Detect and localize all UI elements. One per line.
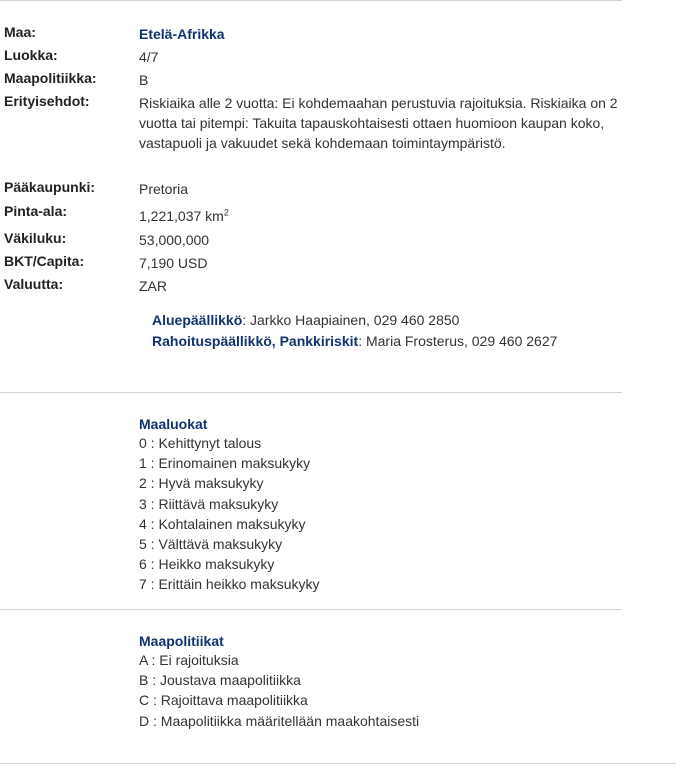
bkt-label: BKT/Capita:	[4, 253, 85, 269]
maa-label: Maa:	[4, 24, 36, 40]
maapolitiikka-item: C : Rajoittava maapolitiikka	[139, 692, 308, 709]
divider-1	[0, 392, 622, 393]
contact-aluepaallikko	[152, 312, 459, 328]
erityisehdot-label: Erityisehdot:	[4, 93, 90, 109]
bkt-value: 7,190 USD	[139, 255, 208, 271]
maaluokat-section	[139, 416, 320, 595]
luokka-value: 4/7	[139, 49, 159, 65]
divider-bottom	[0, 763, 676, 764]
maaluokat-title: Maaluokat	[139, 416, 208, 432]
maaluokka-item: 6 : Heikko maksukyky	[139, 556, 275, 573]
vakiluku-value: 53,000,000	[139, 232, 210, 248]
erityisehdot-value: Riskiaika alle 2 vuotta: Ei kohdemaahan perustuvia rajoituksia. Riskiaika on 2 vuotta tai pitempi: Takuita tapauskohtaisesti ottaen huomioon kaupan koko, vastapuoli ja vakuudet sekä kohdemaan toimintaympäristö.	[139, 95, 618, 151]
luokka-label: Luokka:	[4, 47, 58, 63]
maapolitiikat-title: Maapolitiikat	[139, 633, 224, 649]
maapolitiikka-item: B : Joustava maapolitiikka	[139, 672, 301, 689]
valuutta-label: Valuutta:	[4, 276, 64, 292]
maapolitiikka-item: D : Maapolitiikka määritellään maakohtaisesti	[139, 712, 420, 729]
rahoituspaallikko-label: Rahoituspäällikkö, Pankkiriskit	[152, 333, 359, 349]
rahoituspaallikko-value: : Maria Frosterus, 029 460 2627	[358, 333, 558, 349]
pinta-ala-value-wrap	[139, 206, 629, 226]
pinta-ala-unit-sup: 2	[223, 207, 229, 218]
maaluokka-item: 1 : Erinomainen maksukyky	[139, 455, 311, 472]
country-name: Etelä-Afrikka	[139, 26, 225, 42]
aluepaallikko-value: : Jarkko Haapiainen, 029 460 2850	[242, 312, 460, 328]
aluepaallikko-label: Aluepäällikkö	[152, 312, 243, 328]
pinta-ala-label: Pinta-ala:	[4, 203, 68, 219]
maapolitiikat-section	[139, 633, 419, 731]
maapolitiikka-item: A : Ei rajoituksia	[139, 652, 239, 668]
maaluokka-item: 3 : Riittävä maksukyky	[139, 495, 279, 512]
maaluokka-item: 4 : Kohtalainen maksukyky	[139, 515, 306, 532]
contact-rahoituspaallikko	[152, 333, 557, 349]
maaluokka-item: 0 : Kehittynyt talous	[139, 435, 262, 451]
maaluokka-item: 5 : Välttävä maksukyky	[139, 535, 283, 552]
paakaupunki-label: Pääkaupunki:	[4, 179, 96, 195]
pinta-ala-value: 1,221,037 km	[139, 208, 224, 224]
valuutta-value: ZAR	[139, 278, 167, 294]
vakiluku-label: Väkiluku:	[4, 230, 67, 246]
paakaupunki-value: Pretoria	[139, 181, 189, 197]
maapolitiikka-value: B	[139, 72, 149, 88]
maaluokka-item: 7 : Erittäin heikko maksukyky	[139, 576, 320, 593]
divider-top	[0, 0, 622, 1]
maapolitiikka-label: Maapolitiikka:	[4, 70, 97, 86]
maaluokka-item: 2 : Hyvä maksukyky	[139, 475, 264, 492]
divider-2	[0, 609, 622, 610]
